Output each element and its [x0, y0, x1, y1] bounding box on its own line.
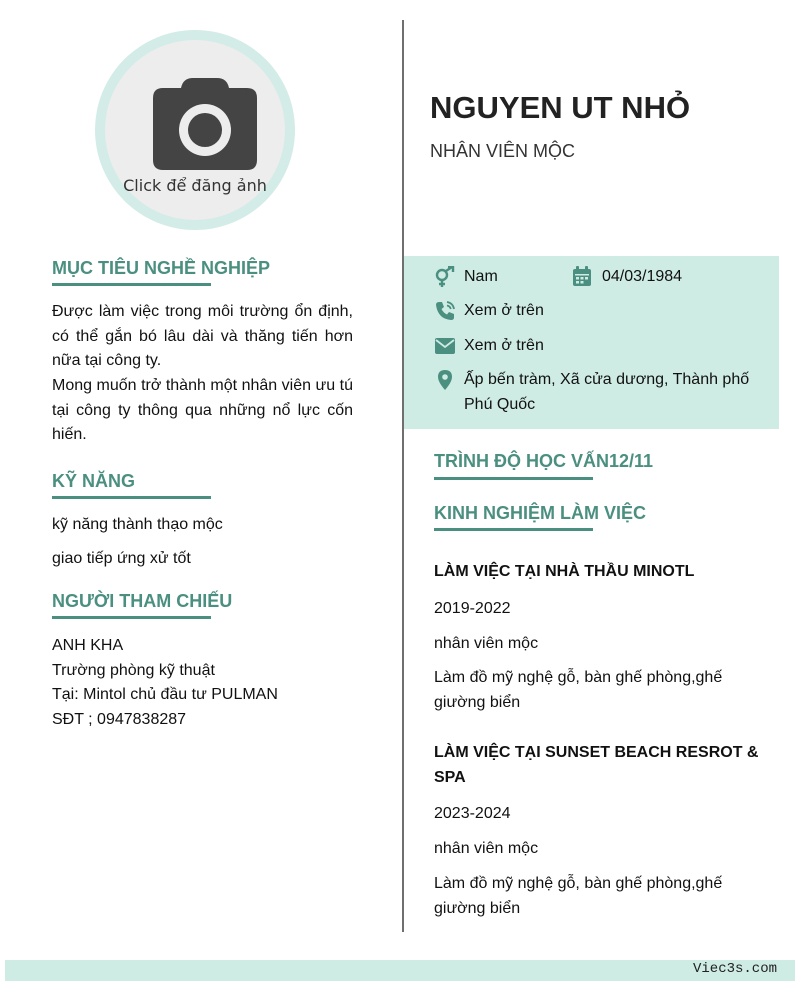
job-company: LÀM VIỆC TẠI NHÀ THẦU MINOTL — [434, 563, 695, 580]
objective-paragraph-2: Mong muốn trở thành một nhân viên ưu tú tại công ty thông qua những nổ lực cốn hiến. — [52, 377, 353, 443]
job-company: LÀM VIỆC TẠI SUNSET BEACH RESROT & SPA — [434, 744, 759, 786]
phone-value: Xem ở trên — [464, 302, 544, 319]
job-description: Làm đồ mỹ nghệ gỗ, bàn ghế phòng,ghế giường biển — [434, 669, 723, 711]
gender-icon — [434, 266, 456, 288]
reference-title: Trường phòng kỹ thuật — [52, 662, 215, 679]
reference-name: ANH KHA — [52, 637, 124, 654]
calendar-icon — [571, 265, 593, 287]
references-underline — [52, 616, 211, 619]
skill-item: kỹ năng thành thạo mộc — [52, 516, 223, 533]
contact-info-panel — [404, 256, 779, 429]
skills-underline — [52, 496, 211, 499]
experience-heading: KINH NGHIỆM LÀM VIỆC — [434, 503, 647, 523]
education-heading: TRÌNH ĐỘ HỌC VẤN12/11 — [434, 451, 654, 471]
map-pin-icon — [434, 369, 456, 391]
gender-value: Nam — [464, 268, 498, 285]
job-period: 2019-2022 — [434, 600, 511, 617]
job-role: nhân viên mộc — [434, 635, 539, 652]
avatar-upload[interactable] — [95, 30, 295, 230]
footer-site-link[interactable]: Viec3s.com — [692, 961, 777, 977]
objective-heading: MỤC TIÊU NGHỀ NGHIỆP — [52, 258, 271, 278]
objective-underline — [52, 283, 211, 286]
footer-bar — [5, 960, 795, 981]
job-description: Làm đồ mỹ nghệ gỗ, bàn ghế phòng,ghế giường biển — [434, 875, 723, 917]
avatar-caption[interactable]: Click để đăng ảnh — [123, 176, 267, 195]
job-period: 2023-2024 — [434, 805, 511, 822]
candidate-name: NGUYEN UT NHỎ — [430, 90, 691, 125]
avatar-placeholder[interactable] — [105, 40, 285, 220]
experience-underline — [434, 528, 593, 531]
reference-phone: SĐT ; 0947838287 — [52, 711, 187, 728]
reference-company: Tại: Mintol chủ đầu tư PULMAN — [52, 686, 278, 703]
job-role: nhân viên mộc — [434, 840, 539, 857]
email-value: Xem ở trên — [464, 337, 544, 354]
candidate-position: NHÂN VIÊN MỘC — [430, 141, 576, 161]
camera-icon — [151, 76, 259, 172]
references-heading: NGƯỜI THAM CHIẾU — [52, 591, 233, 611]
birthday-value: 04/03/1984 — [602, 268, 683, 285]
skill-item: giao tiếp ứng xử tốt — [52, 550, 191, 567]
phone-icon — [434, 300, 456, 322]
column-divider — [402, 20, 404, 932]
address-value: Ấp bến tràm, Xã cửa dương, Thành phố Phú Quốc — [464, 371, 750, 413]
skills-heading: KỸ NĂNG — [52, 471, 136, 491]
objective-paragraph-1: Được làm việc trong môi trường ổn định, có thể gắn bó lâu dài và thăng tiến hơn nữa tại công ty. — [52, 303, 353, 369]
email-icon — [434, 335, 456, 357]
education-underline — [434, 477, 593, 480]
